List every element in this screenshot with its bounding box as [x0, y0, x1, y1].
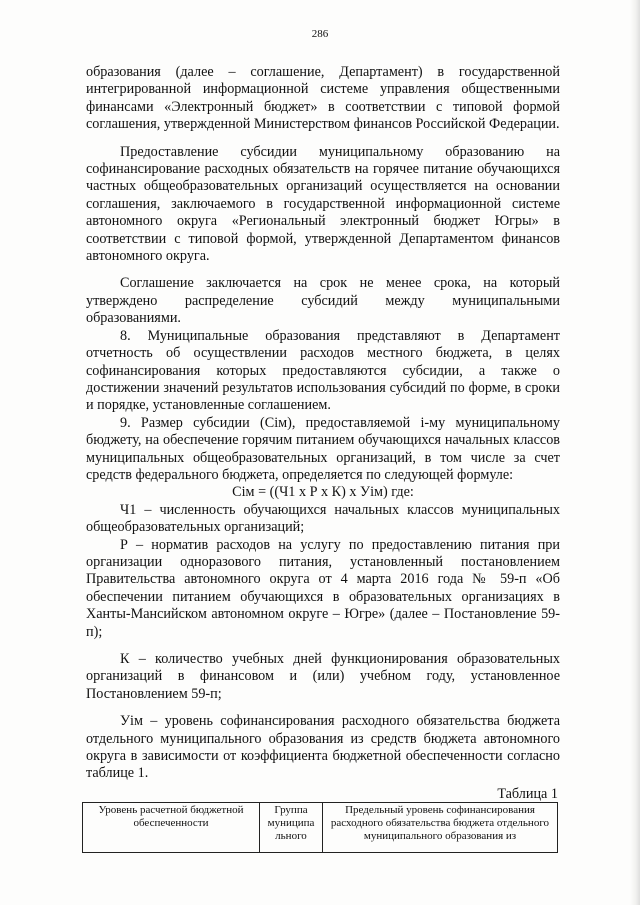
scan-edge	[630, 0, 640, 905]
paragraph: К – количество учебных дней функционирования образовательных организаций в финансовом и (или) учебном году, установленное Постановлением 59-п;	[86, 651, 560, 702]
paragraph: Уiм – уровень софинансирования расходного обязательства бюджета отдельного муниципального образования из средств бюджета автономного округа в зависимости от коэффициента бюджетной обеспеченности согласно таблице 1.	[86, 713, 560, 782]
table-header-cell: Группа муниципа льного	[260, 803, 323, 853]
table-header-row	[83, 803, 558, 853]
table-caption: Таблица 1	[497, 786, 558, 802]
page-number: 286	[311, 28, 329, 40]
paragraph: Ч1 – численность обучающихся начальных классов муниципальных общеобразовательных организаций;	[86, 501, 560, 536]
paragraph: Р – норматив расходов на услугу по предоставлению питания при организации одноразового питания, установленный постановлением Правительства автономного округа от 4 марта 2016 года № 59-п «Об обеспечении питанием обучающихся в образовательных организациях в Ханты-Мансийском автономном округе – Югре» (далее – Постановление 59-п);	[86, 536, 560, 640]
paragraph: Предоставление субсидии муниципальному образованию на софинансирование расходных обязательств на горячее питание обучающихся частных общеобразовательных организаций осуществляется на основании соглашения, заключаемого в государственной информационной системе автономного округа «Региональный электронный бюджет Югры» в соответствии с типовой формой, утвержденной Департаментом финансов автономного округа.	[86, 143, 560, 265]
paragraph: 9. Размер субсидии (Сiм), предоставляемой i-му муниципальному бюджету, на обеспечение горячим питанием обучающихся начальных классов муниципальных общеобразовательных организаций, в том числе за счет средств федерального бюджета, определяется по следующей формуле:	[86, 414, 560, 483]
cofinancing-table	[82, 802, 558, 853]
paragraph: 8. Муниципальные образования представляют в Департамент отчетность об осуществлении расходов местного бюджета, в целях софинансирования которых предоставляются субсидии, а также о достижении значений результатов использования субсидий по форме, в сроки и порядке, установленные соглашением.	[86, 327, 560, 414]
table-header-cell: Уровень расчетной бюджетной обеспеченности	[83, 803, 260, 853]
table-header-cell: Предельный уровень софинансирования расходного обязательства бюджета отдельного муниципального образования из	[323, 803, 558, 853]
paragraph: образования (далее – соглашение, Департамент) в государственной интегрированной информационной системе управления общественными финансами «Электронный бюджет» в соответствии с типовой формой соглашения, утвержденной Министерством финансов Российской Федерации.	[86, 64, 560, 133]
formula: Сiм = ((Ч1 х Р х К) х Уiм) где:	[232, 484, 414, 501]
paragraph: Соглашение заключается на срок не менее срока, на который утверждено распределение субсидий между муниципальными образованиями.	[86, 275, 560, 327]
document-body	[86, 64, 560, 783]
